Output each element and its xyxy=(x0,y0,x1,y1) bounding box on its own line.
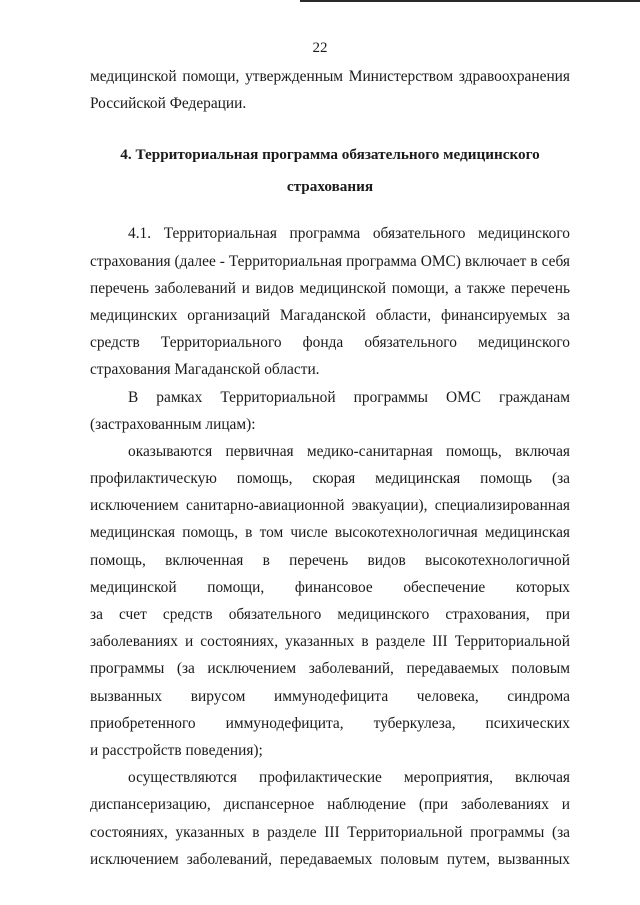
text-line: и расстройств поведения); xyxy=(90,741,263,759)
text-line: состояниях, указанных в разделе III Территориальной программы (за xyxy=(90,823,570,841)
text-line: В рамках Территориальной программы ОМС гражданам xyxy=(128,388,570,406)
text-line: медицинской помощи, утвержденным Министерством здравоохранения xyxy=(90,68,570,85)
text-line: перечень заболеваний и видов медицинской помощи, а также перечень xyxy=(90,279,570,297)
text-line: медицинская помощь, в том числе высокотехнологичная медицинская xyxy=(90,524,570,542)
text-line: Российской Федерации. xyxy=(90,95,247,113)
top-rule xyxy=(300,0,640,2)
text-line: средств Территориального фонда обязательного медицинского xyxy=(90,334,570,352)
text-line: исключением санитарно-авиационной эвакуации), специализированная xyxy=(90,497,570,515)
text-line: оказываются первичная медико-санитарная помощь, включая xyxy=(128,442,570,460)
text-line: приобретенного иммунодефицита, туберкулеза, психических xyxy=(90,714,570,732)
text-line: заболеваниях и состояниях, указанных в разделе III Территориальной xyxy=(90,633,570,651)
text-line: медицинской помощи, финансовое обеспечение которых xyxy=(90,578,570,596)
text-line: страхования Магаданской области. xyxy=(90,361,320,379)
document-body xyxy=(90,63,570,873)
text-line: профилактическую помощь, скорая медицинская помощь (за xyxy=(90,470,570,488)
text-line: 4.1. Территориальная программа обязательного медицинского xyxy=(128,225,570,243)
text-line: (застрахованным лицам): xyxy=(90,415,256,433)
text-line: исключением заболеваний, передаваемых половым путем, вызванных xyxy=(90,850,570,868)
text-line: за счет средств обязательного медицинского страхования, при xyxy=(90,606,570,623)
text-line: помощь, включенная в перечень видов высокотехнологичной xyxy=(90,551,570,569)
section-heading: 4. Территориальная программа обязательного медицинского xyxy=(120,146,540,164)
page-number: 22 xyxy=(312,40,328,56)
section-heading-continued: страхования xyxy=(286,178,374,196)
text-line: осуществляются профилактические мероприятия, включая xyxy=(128,769,570,787)
text-line: страхования (далее - Территориальная программа ОМС) включает в себя xyxy=(90,252,570,270)
text-line: вызванных вирусом иммунодефицита человека, синдрома xyxy=(90,687,570,705)
text-line: программы (за исключением заболеваний, передаваемых половым xyxy=(90,660,570,678)
text-line: медицинских организаций Магаданской области, финансируемых за xyxy=(90,306,570,324)
text-line: диспансеризацию, диспансерное наблюдение (при заболеваниях и xyxy=(90,796,570,814)
